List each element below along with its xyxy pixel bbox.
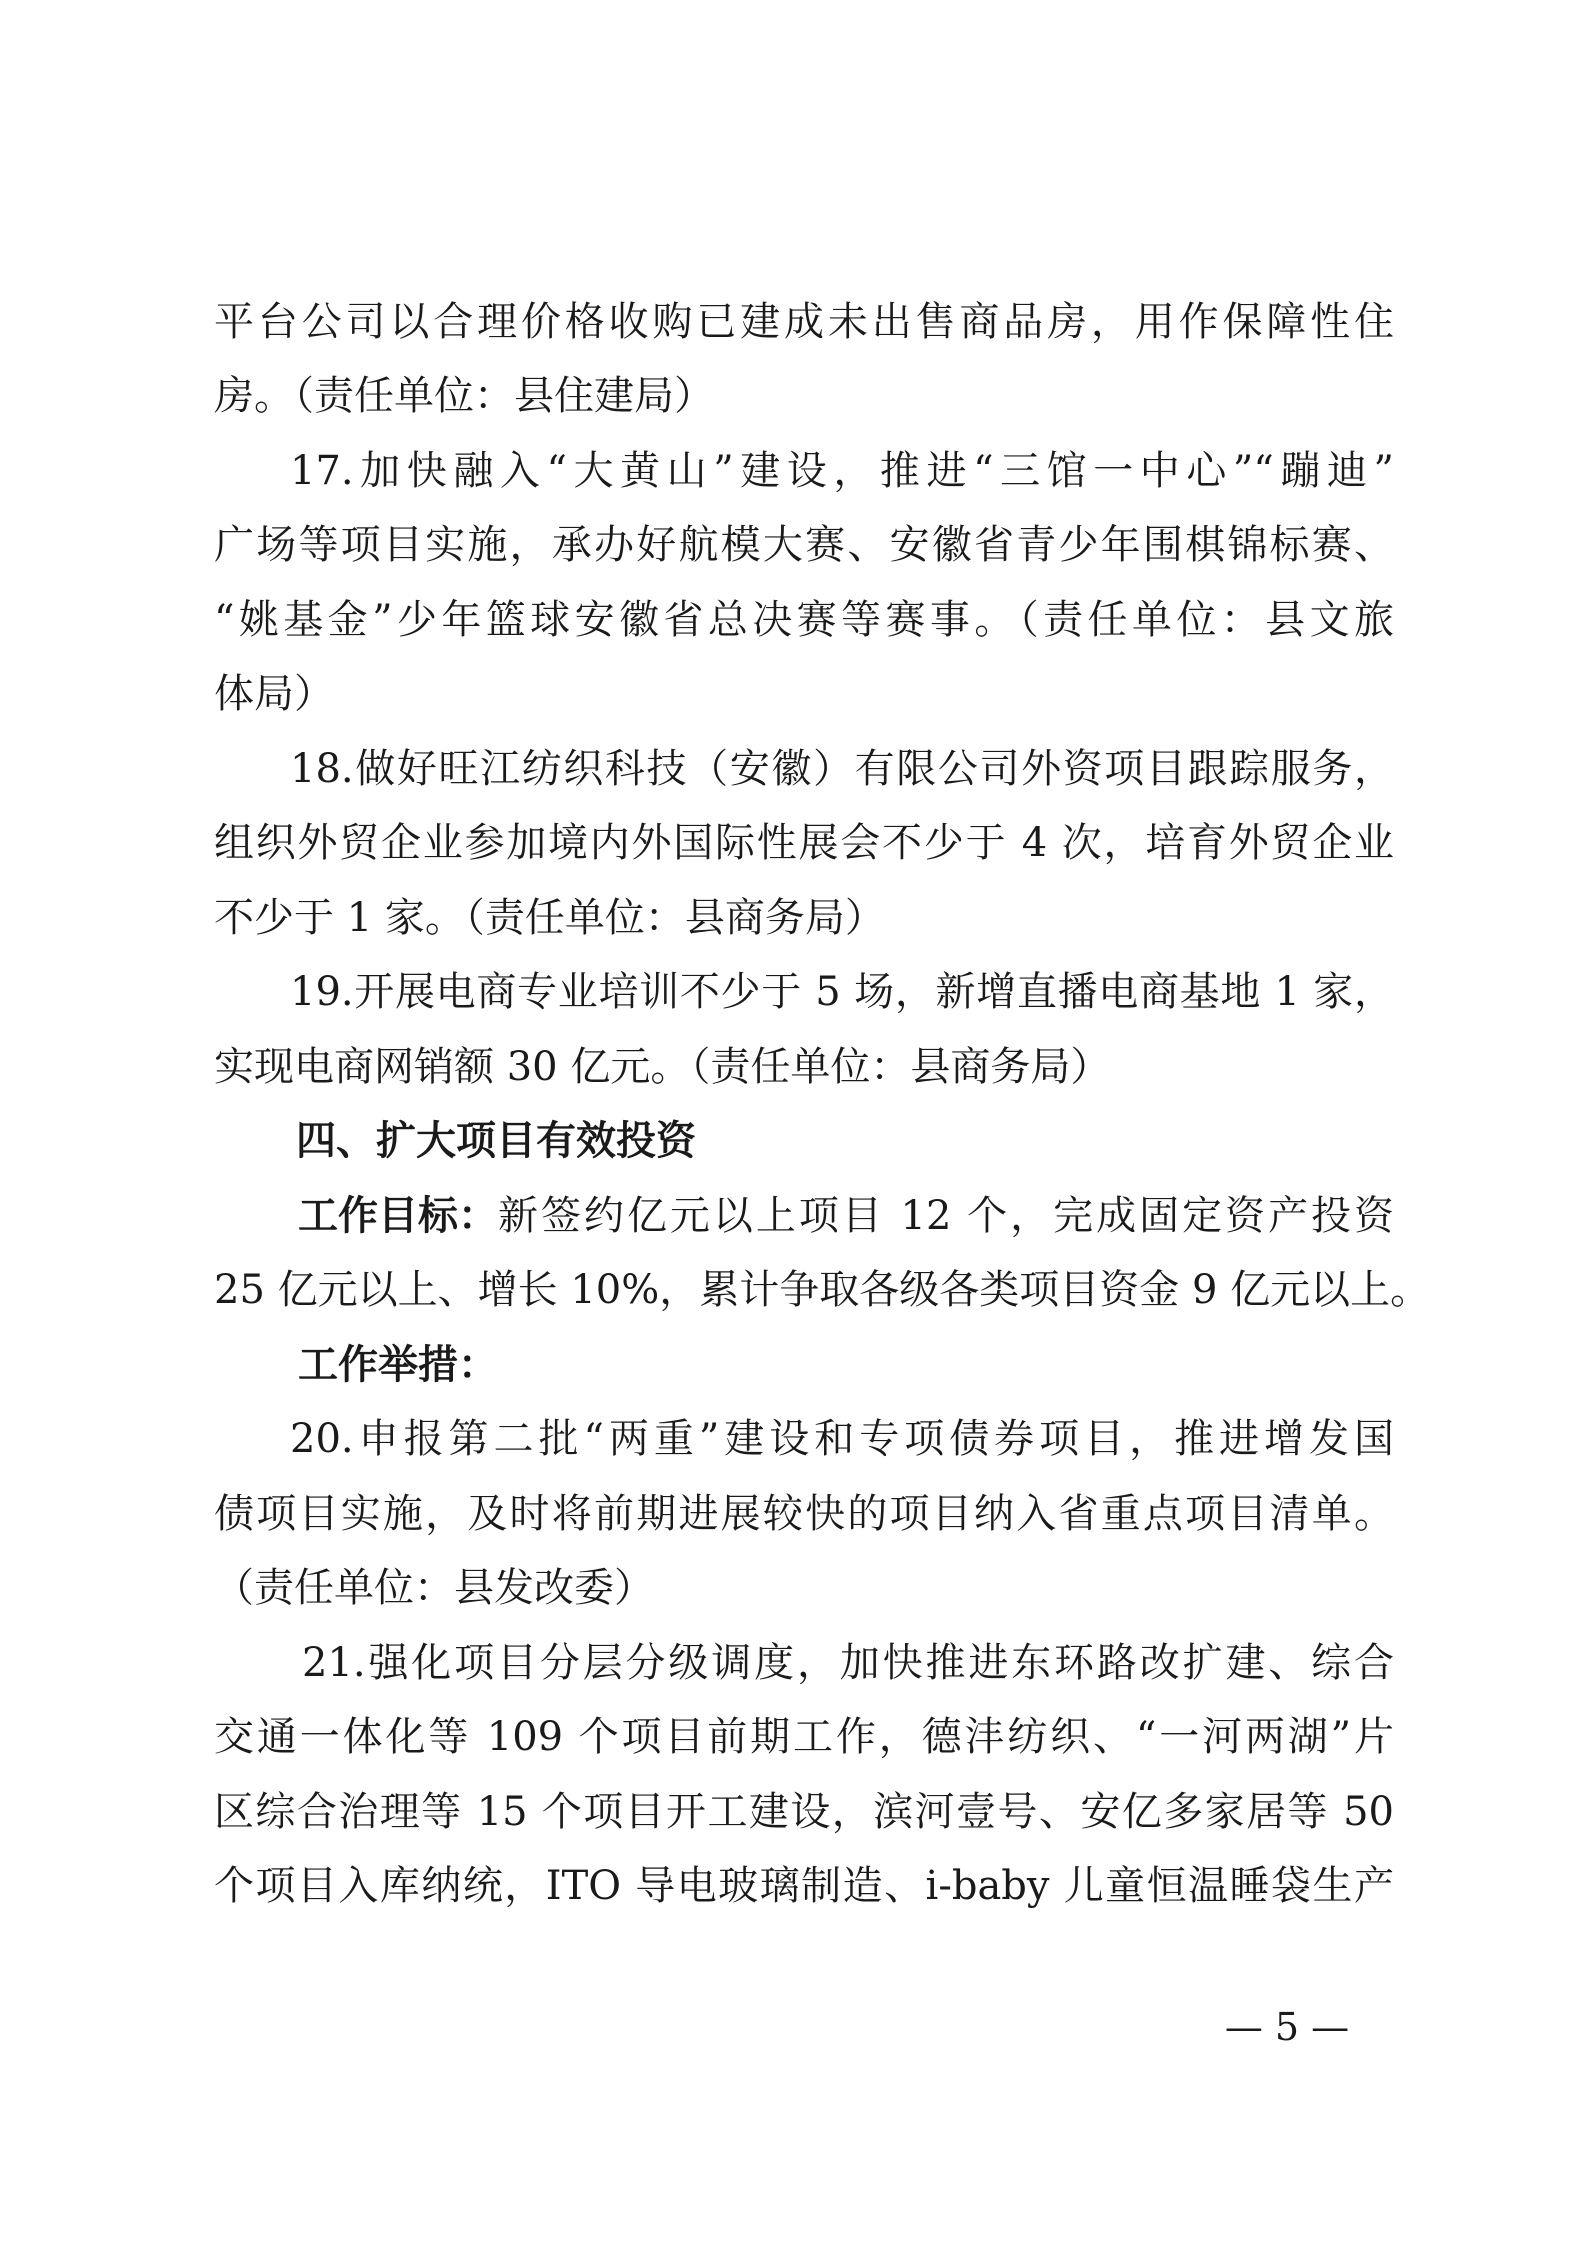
item-17-first-line: 17.加快融入“大黄山”建设，推进“三馆一中心”“蹦迪” — [290, 448, 1394, 494]
text-line: （责任单位：县发改委） — [214, 1565, 654, 1611]
text-line: 25 亿元以上、增长 10%，累计争取各级各类项目资金 9 亿元以上。 — [214, 1267, 1431, 1313]
work-measures-label: 工作举措： — [298, 1342, 498, 1388]
work-goal-line — [298, 1190, 1394, 1242]
text-line: 体局） — [214, 671, 334, 717]
work-goal-label: 工作目标： — [298, 1193, 498, 1239]
text-line: 个项目入库纳统，ITO 导电玻璃制造、i-baby 儿童恒温睡袋生产 — [214, 1863, 1394, 1909]
page-number: — 5 — — [1224, 2005, 1350, 2049]
text-line: 组织外贸企业参加境内外国际性展会不少于 4 次，培育外贸企业 — [214, 820, 1394, 866]
text-line: 实现电商网销额 30 亿元。（责任单位：县商务局） — [214, 1044, 1111, 1090]
text-line: 区综合治理等 15 个项目开工建设，滨河壹号、安亿多家居等 50 — [214, 1789, 1394, 1835]
item-21-first-line: 21.强化项目分层分级调度，加快推进东环路改扩建、综合 — [302, 1640, 1394, 1686]
item-19-first-line: 19.开展电商专业培训不少于 5 场，新增直播电商基地 1 家， — [290, 969, 1394, 1015]
text-line: 债项目实施，及时将前期进展较快的项目纳入省重点项目清单。 — [214, 1491, 1394, 1537]
work-goal-text: 新签约亿元以上项目 12 个，完成固定资产投资 — [498, 1193, 1394, 1239]
text-line: “姚基金”少年篮球安徽省总决赛等赛事。（责任单位：县文旅 — [214, 597, 1394, 643]
text-line: 不少于 1 家。（责任单位：县商务局） — [214, 895, 885, 941]
section-heading: 四、扩大项目有效投资 — [296, 1118, 696, 1164]
text-line: 房。（责任单位：县住建局） — [214, 373, 714, 419]
text-line: 广场等项目实施，承办好航模大赛、安徽省青少年围棋锦标赛、 — [214, 522, 1394, 568]
text-line: 平台公司以合理价格收购已建成未出售商品房，用作保障性住 — [214, 299, 1394, 345]
item-20-first-line: 20.申报第二批“两重”建设和专项债券项目，推进增发国 — [290, 1416, 1394, 1462]
item-18-first-line: 18.做好旺江纺织科技（安徽）有限公司外资项目跟踪服务， — [290, 746, 1394, 792]
text-line: 交通一体化等 109 个项目前期工作，德沣纺织、“一河两湖”片 — [214, 1714, 1394, 1760]
